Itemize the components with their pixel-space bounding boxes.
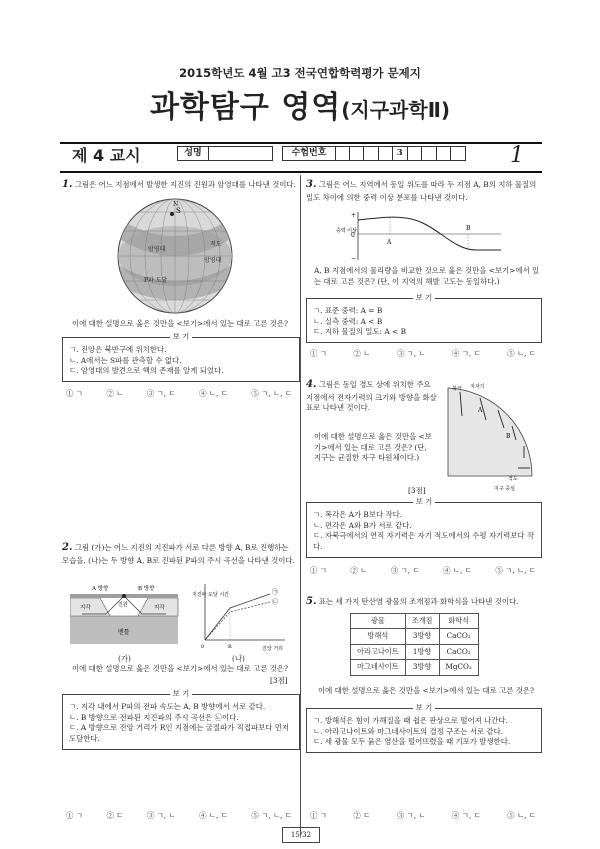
q2-curve-2 [205, 602, 270, 640]
q3-text: 그림은 어느 지역에서 동일 위도를 따라 두 지점 A, B의 지하 물질의 밀도 차이에 의한 중력 이상 분포를 나타낸 것이다. [306, 180, 537, 202]
q1-text: 그림은 어느 지점에서 발생한 지진의 진원과 암영대를 나타낸 것이다. [74, 180, 296, 189]
q2-fig-b-origin: 0 [201, 644, 205, 650]
table-cell: 마그네사이트 [351, 660, 406, 675]
q3-zero: 0 [351, 232, 355, 239]
q3-item: ㄱ. 표준 중력: A = B [313, 306, 383, 315]
q2-choice[interactable]: ⑤ ㄱ, ㄴ, ㄷ [251, 811, 292, 820]
q1-shadow-right-label: 암영대 [204, 257, 222, 264]
table-cell: 방해석 [351, 629, 406, 644]
q4-question: 이에 대한 설명으로 옳은 것만을 <보기>에서 있는 대로 고른 것은? (단, 지구는 균질한 자구 타원체이다.) [314, 432, 432, 463]
q2-fig-b-xlabel: 진앙 거리 [262, 646, 283, 652]
title-main: 과학탐구 영역 [149, 90, 342, 125]
q2-fig-b-ylabel: 지진파 도달 시간 [192, 592, 229, 598]
q2-fig-a-mantle: 맨틀 [118, 629, 130, 636]
q4-text: 그림은 동일 경도 상에 위치한 주요 지점에서 전자기력의 크기와 방향을 화살표로 나타낸 것이다. [306, 380, 437, 413]
q2-box-label: 보 기 [170, 689, 193, 698]
q4-magnetic-figure [440, 380, 540, 500]
q3-choice[interactable]: ④ ㄱ, ㄷ [452, 349, 481, 358]
question-1 [62, 178, 298, 193]
exam-digit[interactable] [408, 146, 423, 161]
q4-label-a: A [478, 407, 483, 414]
q2-fig-a-source: 진원 [118, 602, 128, 608]
q3-choice[interactable]: ① ㄱ [310, 349, 327, 358]
q3-label-b: B [466, 225, 471, 232]
page-counter: 15/32 [282, 827, 320, 843]
q2-text: 그림 (가)는 어느 지진의 지진파가 서로 다른 방향 A, B로 진행하는 모습을, (나)는 두 방향 A, B로 진파된 P파의 주시 곡선을 나타낸 것이다. [62, 543, 295, 565]
q5-table [350, 613, 479, 676]
q2-choices [66, 811, 292, 822]
table-cell: MgCO₃ [439, 660, 478, 675]
q2-curve-1 [205, 594, 270, 640]
q1-choice[interactable]: ① ㄱ [66, 389, 83, 398]
q2-box [62, 689, 300, 750]
q1-number: 1. [62, 179, 73, 190]
q2-fig-a-b-dir: B 방향 [138, 586, 155, 592]
q5-choices [310, 811, 536, 822]
table-header: 광물 [351, 614, 406, 629]
q2-caption-a: (가) [118, 654, 131, 663]
q1-epicenter-point [170, 212, 174, 216]
q1-choice[interactable]: ⑤ ㄱ, ㄴ, ㄷ [251, 389, 292, 398]
q5-choice[interactable]: ④ ㄱ, ㄷ [452, 811, 481, 820]
table-cell: CaCO₃ [439, 629, 478, 644]
q5-item: ㄴ. 아라고나이트와 마그네사이트의 결정 구조는 서로 같다. [313, 726, 504, 736]
table-row [351, 660, 479, 675]
q1-box [62, 332, 300, 382]
table-header: 화학식 [439, 614, 478, 629]
q4-north-label: 북극 [452, 386, 462, 392]
q4-field-label: 지자기 [470, 384, 485, 390]
q3-question: A, B 지점에서의 물리량을 비교한 것으로 옳은 것만을 <보기>에서 있는 대로 고른 것은? (단, 이 지역의 해발 고도는 동일하다.) [314, 266, 540, 286]
q4-number: 4. [306, 379, 317, 390]
exam-number-field[interactable] [335, 146, 466, 161]
session-label: 제 4 교시 [72, 146, 141, 165]
exam-digit[interactable] [437, 146, 452, 161]
q4-choices [310, 566, 536, 577]
q2-fig-b-mark: R [228, 644, 232, 650]
q1-p-region-label: P파 도달 [144, 277, 168, 284]
q2-choice[interactable]: ② ㄷ [106, 811, 124, 820]
table-cell: CaCO₃ [439, 644, 478, 659]
q3-gravity-figure [336, 210, 506, 266]
q3-box-label: 보 기 [413, 293, 436, 302]
q5-box-label: 보 기 [413, 703, 436, 712]
q3-choice[interactable]: ② ㄴ [353, 349, 371, 358]
table-header: 조개짐 [405, 614, 439, 629]
q1-question: 이에 대한 설명으로 옳은 것만을 <보기>에서 있는 대로 고른 것은? [72, 319, 288, 328]
q4-choice[interactable]: ⑤ ㄱ, ㄴ, ㄷ [495, 566, 536, 575]
q1-globe-figure [100, 196, 250, 316]
table-cell: 3방향 [405, 629, 439, 644]
q3-choice[interactable]: ⑤ ㄴ, ㄷ [507, 349, 536, 358]
table-row [351, 644, 479, 659]
exam-number-label: 수험번호 [282, 146, 336, 161]
q3-minus: − [351, 255, 357, 262]
table-cell: 3방향 [405, 660, 439, 675]
q3-plus: + [351, 212, 357, 219]
page-title [60, 86, 540, 130]
q2-item: ㄱ. 지각 내에서 P파의 전파 속도는 A, B 방향에서 서로 같다. [69, 702, 266, 711]
q1-epicenter-label: S [176, 207, 181, 215]
q2-figure-b [190, 580, 290, 652]
q2-caption-b: (나) [232, 654, 245, 663]
page-total: 32 [302, 831, 312, 839]
table-cell: 아라고나이트 [351, 644, 406, 659]
q3-box [306, 293, 542, 343]
q3-label-a: A [387, 239, 392, 246]
question-4 [306, 378, 438, 414]
q5-number: 5. [306, 596, 317, 607]
q4-choice[interactable]: ① ㄱ [310, 566, 327, 575]
q1-shadow-label: 암영대 [148, 246, 166, 253]
q2-question: 이에 대한 설명으로 옳은 것만을 <보기>에서 있는 대로 고른 것은? [72, 664, 288, 673]
q4-box-label: 보 기 [413, 497, 436, 506]
exam-digit[interactable] [422, 146, 437, 161]
q5-choice[interactable]: ③ ㄱ, ㄴ [396, 811, 426, 820]
q5-item: ㄱ. 방해석은 힘이 가해질을 때 쉽은 판상으로 떨어져 나간다. [313, 716, 508, 725]
q3-item: ㄴ. 실측 중력: A < B [313, 316, 383, 326]
q4-box [306, 497, 542, 558]
q1-axis-label: 적도 [210, 241, 222, 248]
q1-pole-label: N [173, 201, 179, 208]
question-3 [306, 178, 540, 203]
q5-choice[interactable]: ⑤ ㄴ, ㄷ [507, 811, 536, 820]
q2-choice[interactable]: ③ ㄱ, ㄴ [146, 811, 176, 820]
q2-item: ㄷ. A 방향으로 진앙 거리가 R인 지점에는 굴절파가 직접파보다 먼저 도달한다. [69, 723, 290, 744]
q1-item: ㄱ. 진앙은 북반구에 위치한다. [69, 345, 167, 354]
page-current: 15 [290, 831, 300, 839]
table-row [351, 629, 479, 644]
q2-fig-a-a-dir: A 방향 [92, 586, 109, 592]
q2-choice[interactable]: ① ㄱ [66, 811, 83, 820]
q2-points: [3점] [270, 676, 288, 685]
q4-item: ㄴ. 편각은 A와 B가 서로 같다. [313, 520, 412, 530]
q4-choice[interactable]: ② ㄴ [350, 566, 368, 575]
question-5 [306, 595, 540, 610]
q2-item: ㄴ. B 방향으로 전파된 지진파의 주시 곡선은 ㉡이다. [69, 712, 239, 722]
q5-choice[interactable]: ② ㄷ [353, 811, 371, 820]
exam-digit[interactable]: 3 [393, 146, 408, 161]
question-2 [62, 541, 298, 566]
q4-label-b: B [506, 433, 511, 440]
q1-item: ㄷ. 암영대의 발견으로 핵의 존재를 알게 되었다. [69, 366, 224, 376]
q2-fig-b-c2: ㉡ [272, 599, 279, 606]
exam-digit[interactable] [364, 146, 379, 161]
q4-item: ㄱ. 복각은 A가 B보다 작다. [313, 510, 403, 519]
q5-text: 표는 세 가지 탄산염 광물의 조개짐과 화학식을 나타낸 것이다. [318, 597, 519, 606]
q3-choice[interactable]: ③ ㄱ, ㄴ [396, 349, 426, 358]
q2-figure-a [70, 584, 180, 646]
name-field[interactable] [208, 146, 273, 161]
q4-equator-label: 적도 [508, 476, 518, 482]
exam-digit[interactable] [451, 146, 466, 161]
q2-fig-b-c1: ㉠ [272, 589, 279, 596]
exam-digit[interactable] [379, 146, 394, 161]
q4-choice[interactable]: ③ ㄱ, ㄷ [390, 566, 420, 575]
q1-box-label: 보 기 [170, 332, 193, 341]
table-header-row [351, 614, 479, 629]
q1-choice[interactable]: ④ ㄴ, ㄷ [199, 389, 228, 398]
q4-item: ㄷ. 자북극에서의 연직 자기력은 자기 적도에서의 수평 자기력보다 작다. [313, 531, 535, 552]
q3-ylabel: 중력 이상 [336, 228, 357, 234]
q5-question: 이에 대한 설명으로 옳은 것만을 <보기>에서 있는 대로 고른 것은? [318, 686, 534, 695]
exam-digit[interactable] [350, 146, 365, 161]
q2-number: 2. [62, 542, 73, 553]
q5-box [306, 703, 542, 753]
name-label: 성명 [177, 146, 209, 161]
exam-top-line: 2015학년도 4월 고3 전국연합학력평가 문제지 [179, 66, 421, 80]
exam-digit[interactable] [335, 146, 350, 161]
page-number: 1 [510, 143, 524, 168]
q3-number: 3. [306, 179, 317, 190]
q5-choice[interactable]: ① ㄱ [310, 811, 327, 820]
column-divider [300, 175, 301, 835]
q2-fig-a-crust2: 지각 [154, 605, 165, 611]
q3-choices [310, 349, 536, 360]
q4-points: [3점] [408, 486, 426, 495]
q2-choice[interactable]: ④ ㄴ, ㄷ [199, 811, 228, 820]
q4-choice[interactable]: ④ ㄴ, ㄷ [443, 566, 472, 575]
q4-center-label: 지구 중심 [494, 486, 515, 492]
q1-item: ㄴ. A에서는 S파를 관측할 수 없다. [69, 355, 182, 365]
q1-choices [66, 389, 292, 400]
q3-item: ㄷ. 지하 물질의 밀도: A < B [313, 327, 407, 337]
table-cell: 1방향 [405, 644, 439, 659]
q1-choice[interactable]: ② ㄴ [106, 389, 124, 398]
q1-choice[interactable]: ③ ㄱ, ㄷ [146, 389, 176, 398]
q5-item: ㄷ. 세 광물 모두 묽은 염산을 떨어뜨렸을 때 기포가 발생한다. [313, 737, 511, 747]
q3-anomaly-curve [358, 217, 501, 250]
title-sub: (지구과학Ⅱ) [341, 98, 451, 122]
q2-fig-a-crust1: 지각 [80, 605, 91, 611]
